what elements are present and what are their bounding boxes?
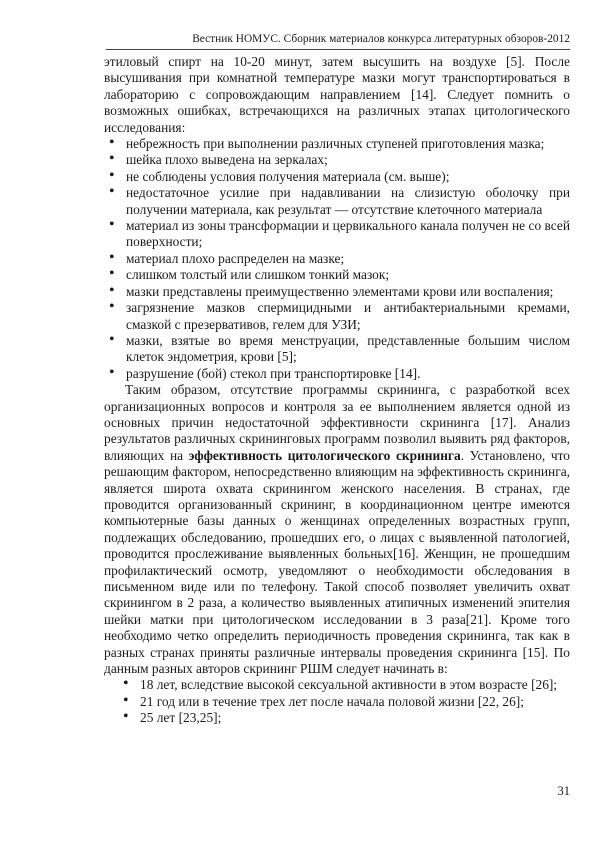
list-item: • 21 год или в течение трех лет после начала половой жизни [22, 26]; <box>118 694 570 710</box>
bold-term: эффективность цитологического скрининга <box>188 447 461 463</box>
main-paragraph <box>104 382 570 677</box>
running-header: Вестник НОМУС. Сборник материалов конкурса литературных обзоров-2012 <box>192 33 570 45</box>
list-item: • не соблюдены условия получения материала (см. выше); <box>104 169 570 185</box>
age-list <box>104 677 570 726</box>
page-number: 31 <box>557 784 570 798</box>
list-item: • небрежность при выполнении различных ступеней приготовления мазка; <box>104 136 570 152</box>
intro-paragraph: этиловый спирт на 10-20 минут, затем высушить на воздухе [5]. После высушивания при комнатной температуре мазки могут транспортироваться в лабораторию с сопровождающим направлением [14]. Следует помнить о возможных ошибках, встречающихся на различных этапах цитологического исследования: <box>104 54 570 135</box>
list-item: • 18 лет, вследствие высокой сексуальной активности в этом возрасте [26]; <box>118 677 570 693</box>
list-item: • мазки представлены преимущественно элементами крови или воспаления; <box>104 284 570 300</box>
page-body <box>104 54 570 727</box>
list-item: • 25 лет [23,25]; <box>118 710 570 726</box>
list-item: • разрушение (бой) стекол при транспортировке [14]. <box>104 366 570 382</box>
paragraph-text-start: Таким образом, отсутствие программы скрининга, с разработкой всех организационных вопросов и контроля за ее выполнением является одной из основных причин недостаточной эффективности скрининга [17]. Анализ результатов различных скрининговых программ позволил выявить ряд факторов, влияющих на <box>104 382 570 463</box>
list-item: • материал плохо распределен на мазке; <box>104 251 570 267</box>
header-rule <box>106 49 570 50</box>
list-item: • мазки, взятые во время менструации, представленные большим числом клеток эндометрия, крови [5]; <box>104 333 570 366</box>
list-item: • материал из зоны трансформации и цервикального канала получен не со всей поверхности; <box>104 218 570 251</box>
paragraph-text-end: . Установлено, что решающим фактором, непосредственно влияющим на эффективность скрининга, является широта охвата скринингом женского населения. В странах, где проводится организованный скрининг, в координационном центре имеются компьютерные базы данных о женщинах определенных возрастных групп, подлежащих обследованию, прошедших его, о лицах с выявленной патологией, проводится прослеживание выявленных больных[16]. Женщин, не прошедшим профилактический осмотр, уведомляют о необходимости обследования в письменном виде или по телефону. Такой способ позволяет увеличить охват скринингом в 2 раза, а количество выявленных атипичных изменений эпителия шейки матки при цитологическом исследовании в 3 раза[21]. Кроме того необходимо четко определить периодичность проведения скрининга, так как в разных странах приняты различные интервалы проведения скрининга [15]. По данным разных авторов скрининг РШМ следует начинать в: <box>104 447 570 677</box>
list-item: • шейка плохо выведена на зеркалах; <box>104 152 570 168</box>
list-item: • загрязнение мазков спермицидными и антибактериальными кремами, смазкой с презервативов, гелем для УЗИ; <box>104 300 570 333</box>
list-item: • недостаточное усилие при надавливании на слизистую оболочку при получении материала, как результат — отсутствие клеточного материала <box>104 185 570 218</box>
errors-list <box>104 136 570 382</box>
list-item: • слишком толстый или слишком тонкий мазок; <box>104 267 570 283</box>
